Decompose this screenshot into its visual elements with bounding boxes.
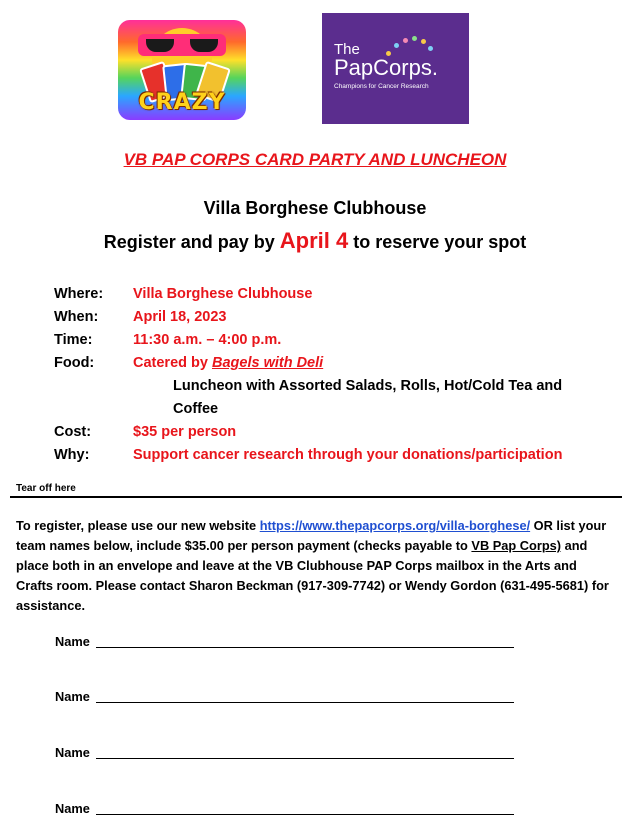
detail-value: April 18, 2023 — [133, 309, 227, 325]
detail-label: Cost: — [54, 424, 92, 440]
detail-food — [54, 355, 323, 371]
name-blank-line[interactable] — [96, 647, 514, 648]
luncheon-menu: Luncheon with Assorted Salads, Rolls, Hot/Cold Tea and Coffee — [173, 378, 563, 417]
detail-value: Villa Borghese Clubhouse — [133, 286, 313, 302]
registration-link[interactable]: https://www.thepapcorps.org/villa-borghese/ — [259, 518, 531, 533]
detail-label: When: — [54, 309, 99, 325]
register-text-after: to reserve your spot — [348, 232, 527, 252]
name-label: Name — [55, 745, 90, 760]
event-title: VB PAP CORPS CARD PARTY AND LUNCHEON — [123, 150, 507, 169]
register-deadline — [0, 228, 630, 254]
crazy-logo-word: CRAZY — [138, 90, 226, 115]
detail-value: 11:30 a.m. – 4:00 p.m. — [133, 332, 282, 348]
name-field-3[interactable] — [55, 745, 90, 760]
registration-instructions — [16, 516, 616, 616]
venue-heading: Villa Borghese Clubhouse — [203, 198, 427, 218]
register-text-before: Register and pay by — [103, 232, 280, 252]
caterer-name: Bagels with Deli — [211, 355, 324, 371]
name-blank-line[interactable] — [96, 814, 514, 815]
payee-name: VB Pap Corps) — [471, 538, 562, 553]
instructions-part3: and place both in an envelope and leave at the VB Clubhouse PAP Corps mailbox in the Arts and Crafts room. Please contact Sharon Beckman (917-309-7742) or Wendy Gordon (631-495-5681) for assistance. — [16, 538, 609, 613]
food-prefix: Catered by — [133, 355, 212, 371]
pap-corps-logo — [322, 13, 469, 124]
name-field-1[interactable] — [55, 634, 90, 649]
detail-cost — [54, 424, 236, 440]
detail-value: $35 per person — [133, 424, 237, 440]
name-label: Name — [55, 689, 90, 704]
detail-value: Support cancer research through your donations/participation — [133, 447, 563, 463]
pap-logo-name: PapCorps. — [334, 55, 438, 80]
detail-label: Where: — [54, 286, 104, 302]
name-field-4[interactable] — [55, 801, 90, 816]
name-label: Name — [55, 634, 90, 649]
instructions-part1: To register, please use our new website — [16, 518, 260, 533]
detail-value — [133, 355, 323, 371]
name-label: Name — [55, 801, 90, 816]
register-date: April 4 — [279, 228, 349, 253]
tear-off-label: Tear off here — [16, 483, 76, 494]
pap-logo-the: The — [334, 41, 360, 58]
detail-time — [54, 332, 281, 348]
name-blank-line[interactable] — [96, 702, 514, 703]
sunglasses-icon — [138, 34, 226, 56]
instructions-part2: OR list your team names below, include $35.00 per person payment (checks payable to — [16, 518, 607, 553]
detail-label: Time: — [54, 332, 93, 348]
pap-logo-tagline: Champions for Cancer Research — [334, 83, 429, 90]
name-field-2[interactable] — [55, 689, 90, 704]
detail-when — [54, 309, 227, 325]
tear-off-divider — [10, 496, 622, 498]
crazy-cards-logo — [118, 20, 246, 120]
detail-label: Food: — [54, 355, 95, 371]
name-blank-line[interactable] — [96, 758, 514, 759]
detail-label: Why: — [54, 447, 90, 463]
detail-where — [54, 286, 312, 302]
detail-why — [54, 447, 562, 463]
